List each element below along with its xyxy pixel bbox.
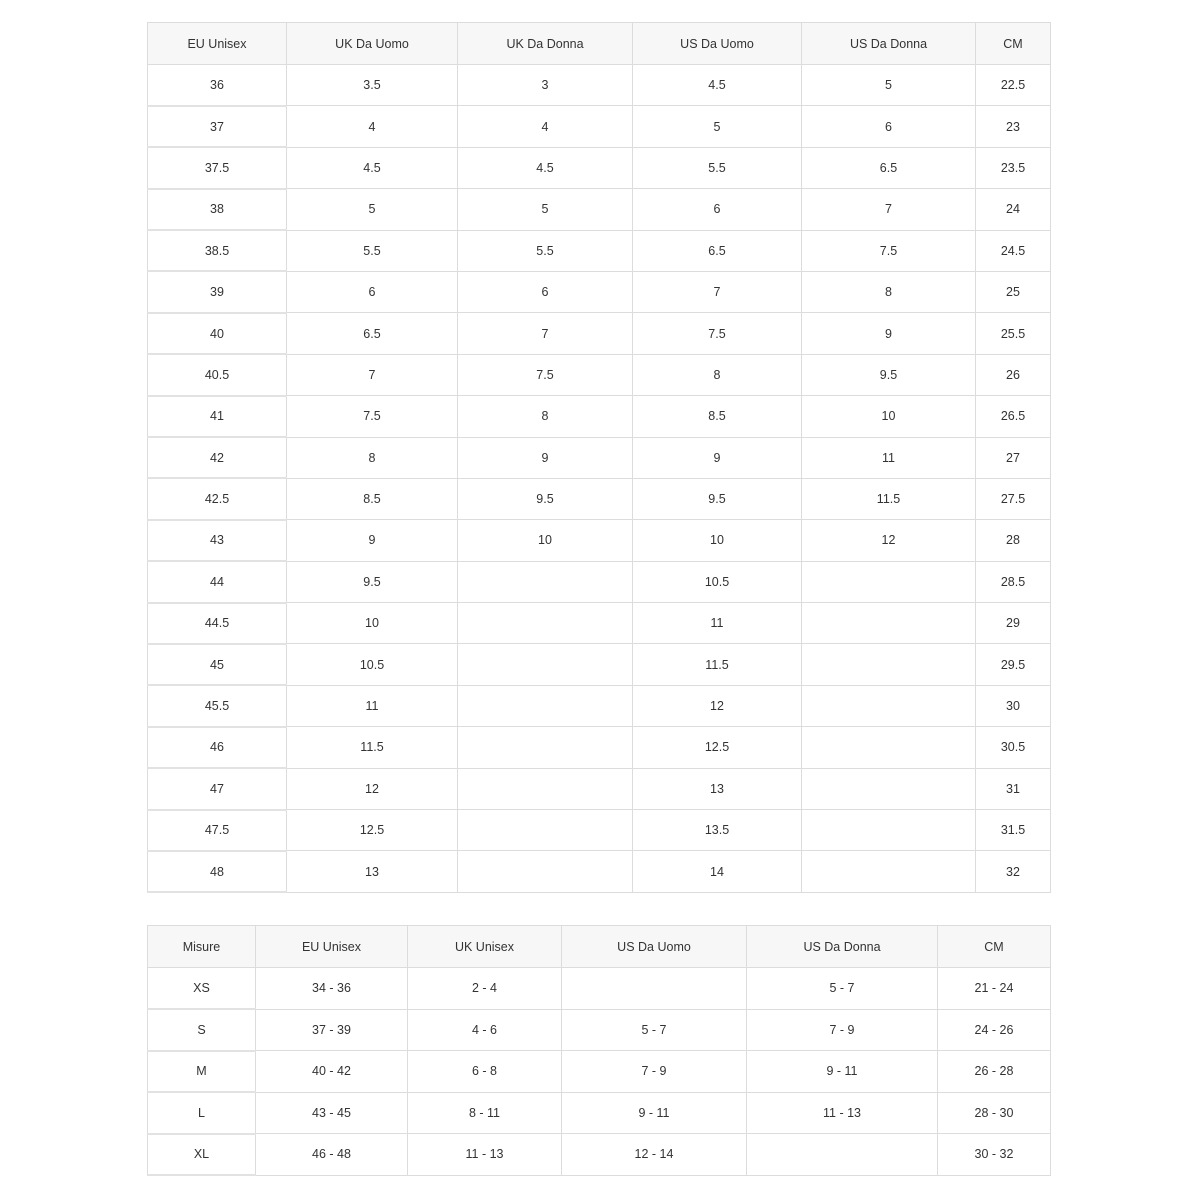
shoe-table-cell: 6.5	[287, 313, 458, 354]
shoe-table-cell: 11	[633, 603, 802, 644]
shoe-table-cell: 7.5	[633, 313, 802, 354]
shoe-table-cell	[458, 851, 633, 892]
shoe-table-cell	[802, 603, 976, 644]
shoe-table-cell: 7	[633, 271, 802, 312]
shoe-table-cell	[802, 685, 976, 726]
shoe-table-cell: 6	[458, 271, 633, 312]
shoe-table-cell: 10	[458, 520, 633, 561]
shoe-table-cell	[802, 768, 976, 809]
shoe-table-row	[148, 851, 1051, 892]
shoe-table-cell: 5	[802, 65, 976, 106]
shoe-table-cell: 7	[458, 313, 633, 354]
shoe-table-cell	[458, 603, 633, 644]
shoe-table-cell: 29.5	[976, 644, 1051, 685]
shoe-table-row	[148, 644, 1051, 685]
apparel-table-cell: 4 - 6	[408, 1009, 562, 1051]
apparel-table-row	[148, 1009, 1051, 1051]
shoe-table-cell: 44.5	[148, 603, 287, 644]
shoe-table-cell: 14	[633, 851, 802, 892]
shoe-table-cell: 11.5	[633, 644, 802, 685]
shoe-table-cell	[802, 644, 976, 685]
shoe-table-cell: 7	[287, 354, 458, 395]
shoe-table-cell: 8	[458, 396, 633, 437]
apparel-table-cell	[747, 1134, 938, 1176]
apparel-table-cell: XS	[148, 968, 256, 1010]
shoe-table-cell: 11	[802, 437, 976, 478]
shoe-table-cell: 4.5	[633, 65, 802, 106]
apparel-table-cell: S	[148, 1009, 256, 1051]
shoe-table-cell: 30.5	[976, 727, 1051, 768]
shoe-table-cell: 32	[976, 851, 1051, 892]
shoe-table-cell: 11.5	[287, 727, 458, 768]
shoe-table-cell: 9	[633, 437, 802, 478]
shoe-table-cell: 45	[148, 644, 287, 685]
shoe-table-cell: 12.5	[287, 810, 458, 851]
shoe-table-row	[148, 561, 1051, 602]
shoe-table-cell: 12.5	[633, 727, 802, 768]
shoe-table-cell	[458, 685, 633, 726]
shoe-table-cell: 40.5	[148, 354, 287, 395]
shoe-table-cell: 22.5	[976, 65, 1051, 106]
shoe-table-cell: 9.5	[802, 354, 976, 395]
shoe-table-row	[148, 354, 1051, 395]
shoe-table-cell: 31	[976, 768, 1051, 809]
apparel-table-header: CM	[938, 926, 1051, 968]
shoe-table-row	[148, 271, 1051, 312]
apparel-table-cell: M	[148, 1051, 256, 1093]
shoe-table-cell	[802, 727, 976, 768]
shoe-table-cell: 6	[802, 106, 976, 147]
shoe-table-cell: 31.5	[976, 810, 1051, 851]
shoe-table-row	[148, 603, 1051, 644]
shoe-table-cell: 12	[287, 768, 458, 809]
apparel-table-cell: 9 - 11	[562, 1092, 747, 1134]
apparel-table-header: EU Unisex	[256, 926, 408, 968]
shoe-table-cell: 37	[148, 106, 287, 147]
shoe-table-cell: 44	[148, 561, 287, 602]
shoe-table-cell: 7.5	[458, 354, 633, 395]
shoe-table-cell: 4	[287, 106, 458, 147]
apparel-table-cell: XL	[148, 1134, 256, 1176]
shoe-table-cell: 6.5	[633, 230, 802, 271]
shoe-table-cell: 48	[148, 851, 287, 892]
shoe-table-cell: 12	[802, 520, 976, 561]
shoe-table-row	[148, 768, 1051, 809]
shoe-table-cell: 11.5	[802, 478, 976, 519]
shoe-table-cell: 47	[148, 768, 287, 809]
shoe-table-cell: 6	[633, 189, 802, 230]
shoe-table-cell: 27.5	[976, 478, 1051, 519]
shoe-table-header: UK Da Uomo	[287, 23, 458, 65]
shoe-table-cell: 3	[458, 65, 633, 106]
shoe-table-cell: 38	[148, 189, 287, 230]
apparel-table-cell: L	[148, 1092, 256, 1134]
shoe-table-cell: 30	[976, 685, 1051, 726]
apparel-table-cell: 9 - 11	[747, 1051, 938, 1093]
apparel-table-cell: 21 - 24	[938, 968, 1051, 1010]
shoe-table-cell: 40	[148, 313, 287, 354]
shoe-table-cell: 7.5	[802, 230, 976, 271]
apparel-table-header: UK Unisex	[408, 926, 562, 968]
apparel-table-cell: 6 - 8	[408, 1051, 562, 1093]
shoe-table-cell: 29	[976, 603, 1051, 644]
apparel-table-row	[148, 1134, 1051, 1176]
shoe-table-cell: 47.5	[148, 810, 287, 851]
shoe-table-cell: 9.5	[633, 478, 802, 519]
shoe-table-cell: 13	[287, 851, 458, 892]
shoe-table-header: US Da Donna	[802, 23, 976, 65]
shoe-table-cell	[802, 561, 976, 602]
shoe-table-cell: 27	[976, 437, 1051, 478]
apparel-table-cell: 28 - 30	[938, 1092, 1051, 1134]
shoe-table-cell	[802, 810, 976, 851]
apparel-table-cell: 5 - 7	[747, 968, 938, 1010]
shoe-table-cell: 41	[148, 396, 287, 437]
shoe-size-table	[147, 22, 1051, 893]
apparel-size-table	[147, 925, 1051, 1176]
shoe-table-cell: 8	[633, 354, 802, 395]
apparel-table-cell: 7 - 9	[747, 1009, 938, 1051]
shoe-table-cell: 12	[633, 685, 802, 726]
shoe-table-cell: 39	[148, 271, 287, 312]
shoe-table-cell: 10	[633, 520, 802, 561]
shoe-table-row	[148, 727, 1051, 768]
shoe-table-cell: 42.5	[148, 478, 287, 519]
shoe-table-cell	[458, 810, 633, 851]
shoe-table-row	[148, 313, 1051, 354]
apparel-table-cell	[562, 968, 747, 1010]
shoe-table-cell: 10.5	[287, 644, 458, 685]
shoe-table-cell: 46	[148, 727, 287, 768]
apparel-table-row	[148, 968, 1051, 1010]
apparel-table-cell: 7 - 9	[562, 1051, 747, 1093]
shoe-table-cell: 42	[148, 437, 287, 478]
shoe-table-cell: 45.5	[148, 685, 287, 726]
shoe-table-header-row	[148, 23, 1051, 65]
shoe-table-row	[148, 396, 1051, 437]
shoe-table-cell: 10	[802, 396, 976, 437]
shoe-table-cell: 36	[148, 65, 287, 106]
shoe-table-cell: 13	[633, 768, 802, 809]
apparel-table-cell: 5 - 7	[562, 1009, 747, 1051]
shoe-table-cell: 9	[458, 437, 633, 478]
shoe-table-row	[148, 437, 1051, 478]
shoe-table-cell	[458, 644, 633, 685]
shoe-table-cell: 10.5	[633, 561, 802, 602]
shoe-table-row	[148, 189, 1051, 230]
shoe-table-row	[148, 230, 1051, 271]
shoe-table-cell: 3.5	[287, 65, 458, 106]
shoe-table-cell: 4.5	[287, 147, 458, 188]
shoe-table-cell: 8.5	[633, 396, 802, 437]
apparel-table-cell: 8 - 11	[408, 1092, 562, 1134]
shoe-table-cell: 9.5	[287, 561, 458, 602]
shoe-table-header: US Da Uomo	[633, 23, 802, 65]
shoe-table-cell: 7.5	[287, 396, 458, 437]
shoe-table-cell: 9	[802, 313, 976, 354]
apparel-table-cell: 12 - 14	[562, 1134, 747, 1176]
apparel-table-cell: 37 - 39	[256, 1009, 408, 1051]
shoe-table-row	[148, 478, 1051, 519]
shoe-table-cell	[458, 768, 633, 809]
shoe-table-cell: 8.5	[287, 478, 458, 519]
shoe-table-cell: 9	[287, 520, 458, 561]
shoe-table-cell: 28.5	[976, 561, 1051, 602]
shoe-table-row	[148, 685, 1051, 726]
shoe-table-cell: 23.5	[976, 147, 1051, 188]
shoe-table-row	[148, 65, 1051, 106]
shoe-table-cell: 5.5	[287, 230, 458, 271]
shoe-table-header: UK Da Donna	[458, 23, 633, 65]
shoe-table-cell: 26	[976, 354, 1051, 395]
shoe-table-cell: 43	[148, 520, 287, 561]
apparel-table-cell: 34 - 36	[256, 968, 408, 1010]
shoe-table-cell: 5.5	[458, 230, 633, 271]
shoe-table-cell: 8	[287, 437, 458, 478]
shoe-table-cell	[458, 561, 633, 602]
shoe-table-cell: 37.5	[148, 147, 287, 188]
shoe-table-cell	[802, 851, 976, 892]
shoe-table-cell: 5	[633, 106, 802, 147]
shoe-table-cell: 5	[458, 189, 633, 230]
shoe-table-cell: 8	[802, 271, 976, 312]
shoe-table-header: EU Unisex	[148, 23, 287, 65]
shoe-table-cell: 25.5	[976, 313, 1051, 354]
apparel-table-cell: 43 - 45	[256, 1092, 408, 1134]
apparel-table-cell: 30 - 32	[938, 1134, 1051, 1176]
shoe-table-row	[148, 810, 1051, 851]
apparel-table-row	[148, 1051, 1051, 1093]
shoe-table-body	[148, 65, 1051, 893]
apparel-table-row	[148, 1092, 1051, 1134]
apparel-table-cell: 11 - 13	[747, 1092, 938, 1134]
shoe-table-cell: 4.5	[458, 147, 633, 188]
shoe-table-cell: 5.5	[633, 147, 802, 188]
shoe-table-cell: 23	[976, 106, 1051, 147]
shoe-table-cell: 7	[802, 189, 976, 230]
shoe-table-row	[148, 520, 1051, 561]
apparel-table-cell: 2 - 4	[408, 968, 562, 1010]
apparel-table-header-row	[148, 926, 1051, 968]
shoe-table-cell: 10	[287, 603, 458, 644]
shoe-table-cell: 11	[287, 685, 458, 726]
shoe-table-cell: 9.5	[458, 478, 633, 519]
shoe-table-cell	[458, 727, 633, 768]
shoe-table-header: CM	[976, 23, 1051, 65]
apparel-table-body	[148, 968, 1051, 1176]
apparel-table-header: US Da Uomo	[562, 926, 747, 968]
shoe-table-cell: 4	[458, 106, 633, 147]
shoe-table-cell: 13.5	[633, 810, 802, 851]
shoe-table-row	[148, 147, 1051, 188]
shoe-table-cell: 38.5	[148, 230, 287, 271]
shoe-table-cell: 24	[976, 189, 1051, 230]
shoe-table-cell: 6	[287, 271, 458, 312]
shoe-table-cell: 28	[976, 520, 1051, 561]
apparel-table-cell: 46 - 48	[256, 1134, 408, 1176]
shoe-table-cell: 26.5	[976, 396, 1051, 437]
shoe-table-row	[148, 106, 1051, 147]
apparel-table-cell: 11 - 13	[408, 1134, 562, 1176]
shoe-table-cell: 5	[287, 189, 458, 230]
apparel-table-cell: 24 - 26	[938, 1009, 1051, 1051]
shoe-table-cell: 25	[976, 271, 1051, 312]
apparel-table-header: US Da Donna	[747, 926, 938, 968]
apparel-table-header: Misure	[148, 926, 256, 968]
shoe-table-cell: 24.5	[976, 230, 1051, 271]
apparel-table-cell: 26 - 28	[938, 1051, 1051, 1093]
apparel-table-cell: 40 - 42	[256, 1051, 408, 1093]
shoe-table-cell: 6.5	[802, 147, 976, 188]
